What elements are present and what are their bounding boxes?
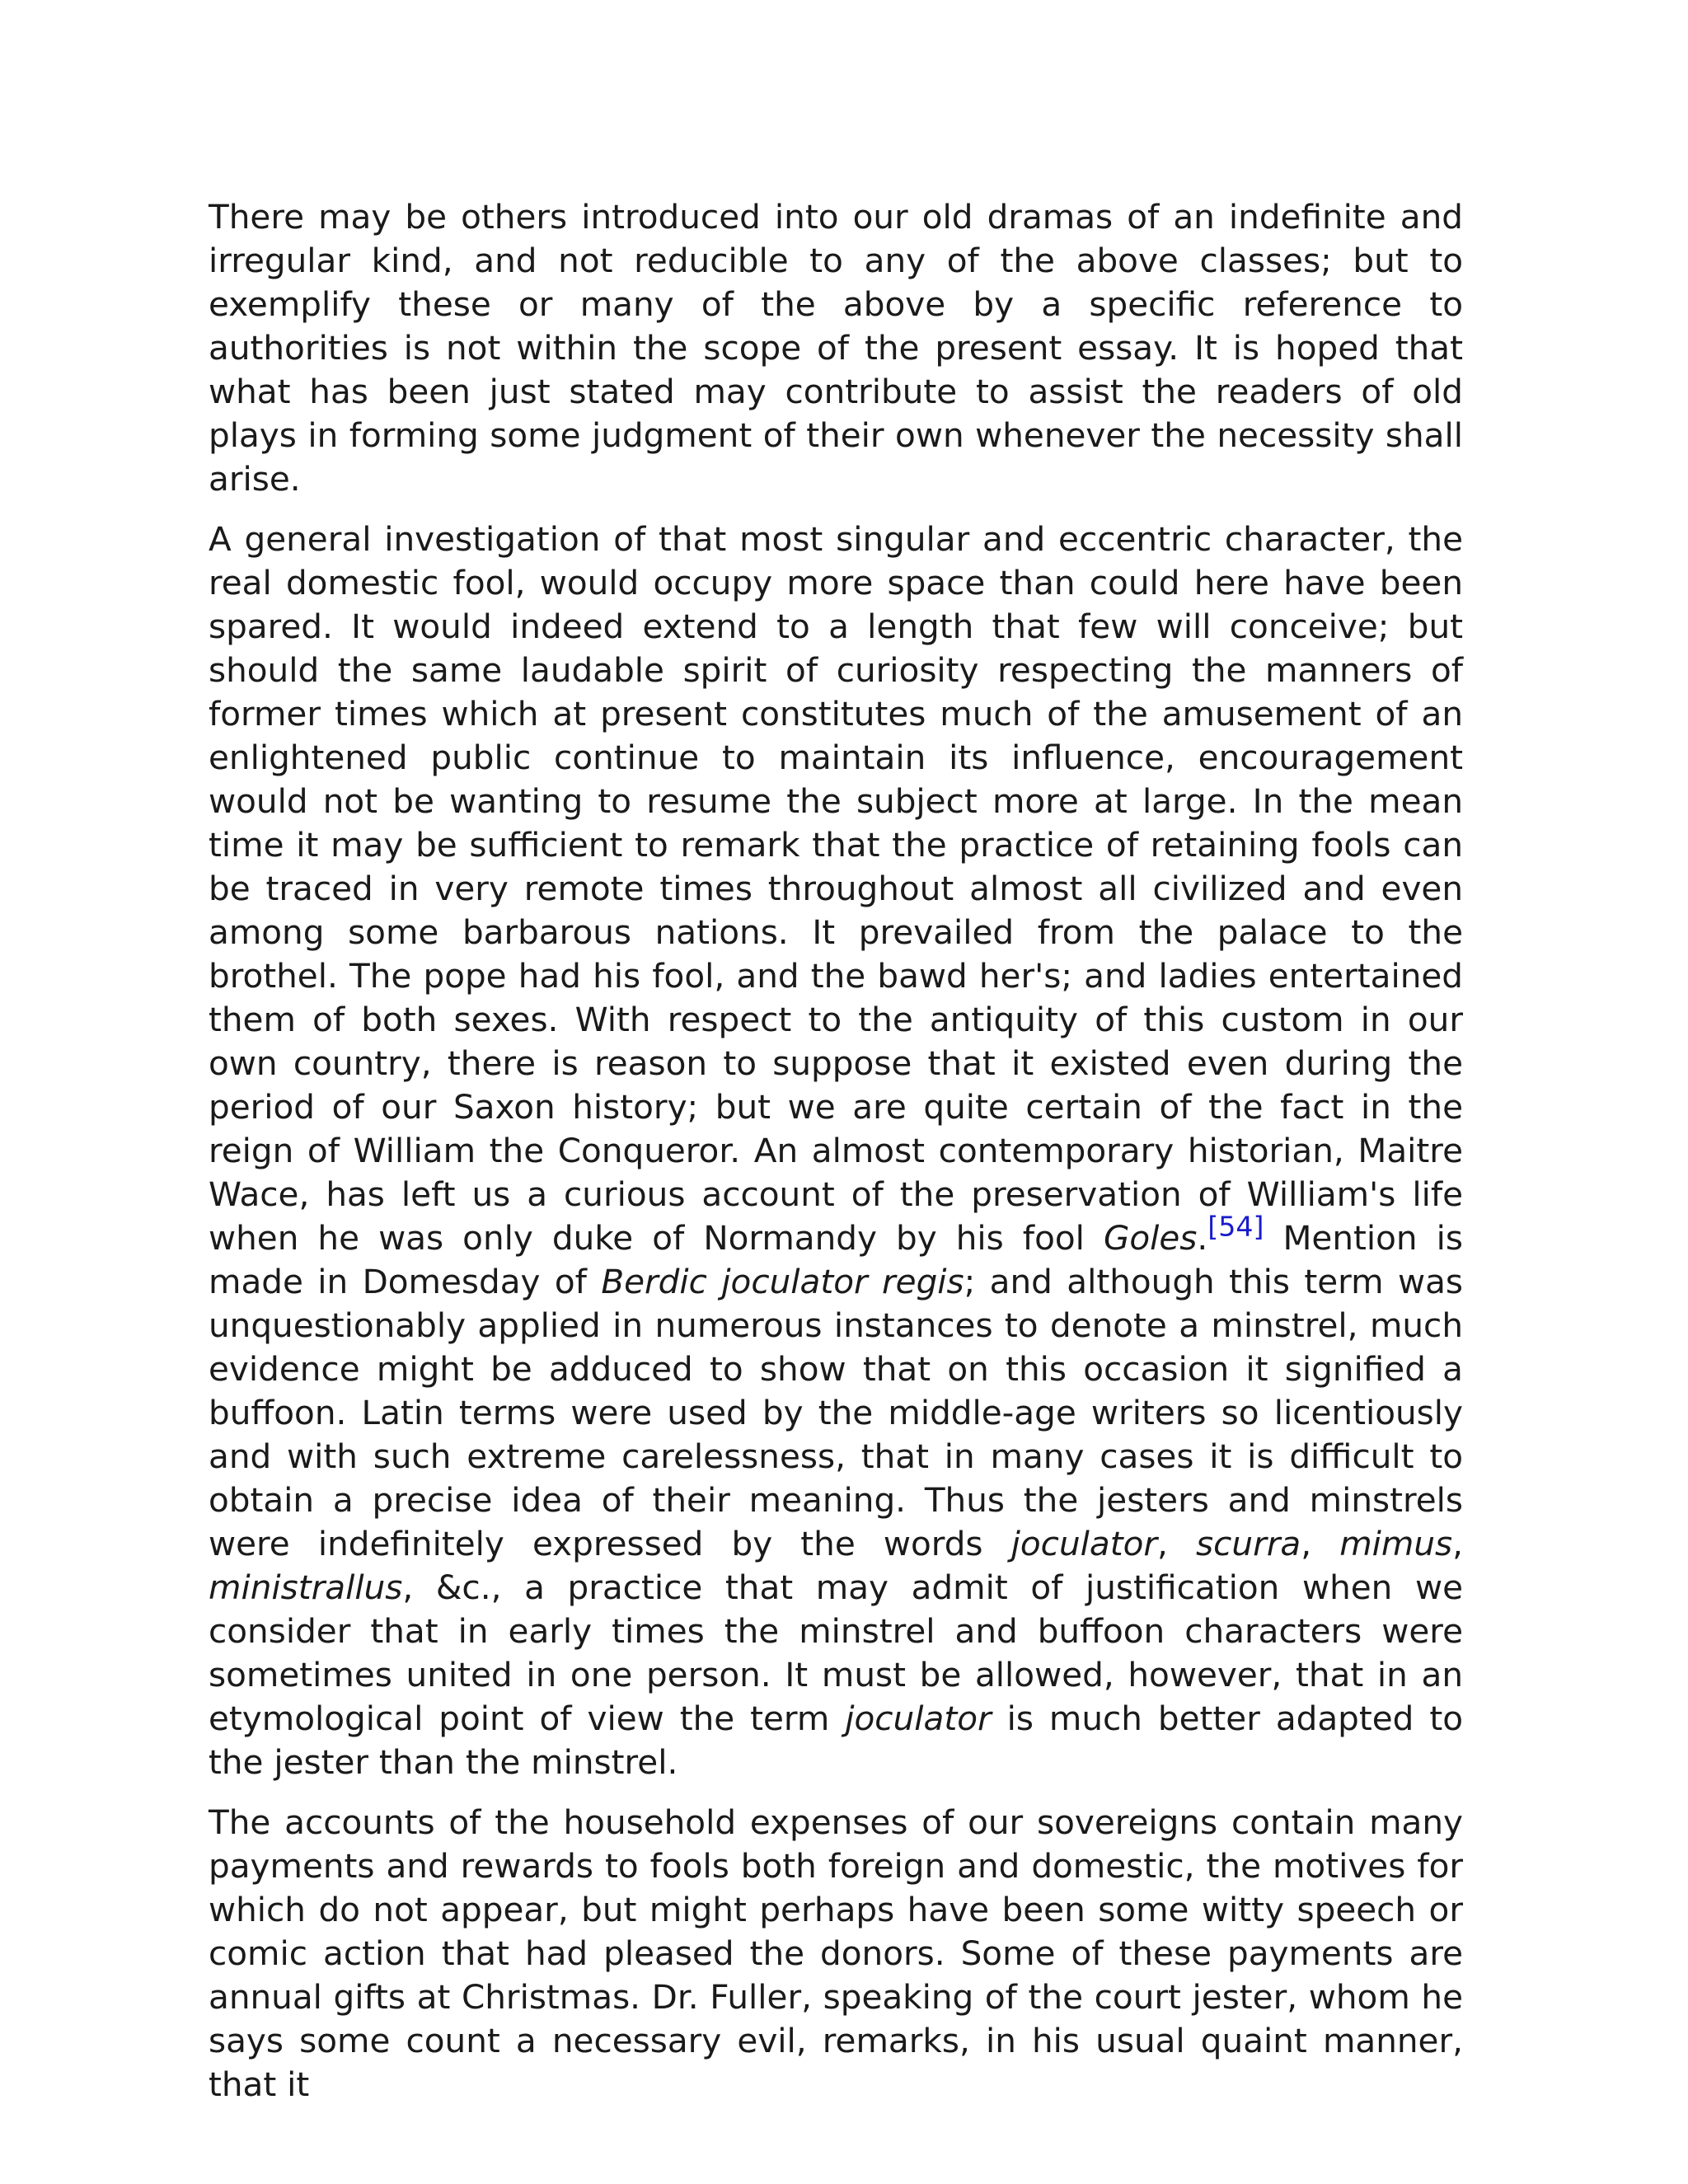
separator: , xyxy=(1157,1524,1197,1563)
paragraph-2-text: Mention is made in Domesday of xyxy=(209,1218,1463,1301)
footnote-link-54[interactable]: [54] xyxy=(1207,1210,1264,1243)
italic-joculator: joculator xyxy=(1010,1524,1158,1563)
paragraph-2-text: . xyxy=(1197,1218,1208,1258)
page-content xyxy=(209,195,1463,2123)
paragraph-1: There may be others introduced into our old dramas of an indefinite and irregular kind, and not reducible to any of the above classes; but to exemplify these or many of the above by a specific reference to authorities is not within the scope of the present essay. It is hoped that what has been just stated may contribute to assist the readers of old plays in forming some judgment of their own whenever the necessity shall arise. xyxy=(209,197,1463,499)
italic-joculator-2: joculator xyxy=(845,1699,992,1738)
paragraph-2-text: A general investigation of that most singular and eccentric character, the real domestic fool, would occupy more space than could here have been spared. It would indeed extend to a length that few will conceive; but should the same laudable spirit of curiosity respecting the manners of former times which at present constitutes much of the amusement of an enlightened public continue to maintain its influence, encouragement would not be wanting to resume the subject more at large. In the mean time it may be sufficient to remark that the practice of retaining fools can be traced in very remote times throughout almost all civilized and even among some barbarous nations. It prevailed from the palace to the brothel. The pope had his fool, and the bawd her's; and ladies entertained them of both sexes. With respect to the antiquity of this custom in our own country, there is reason to suppose that it existed even during the period of our Saxon history; but we are quite certain of the fact in the reign of William the Conqueror. An almost contemporary historian, Maitre Wace, has left us a curious account of the preservation of William's life when he was only duke of Normandy by his fool xyxy=(209,519,1463,1258)
paragraph-2-text: is much better adapted to the jester than the minstrel. xyxy=(209,1699,1463,1782)
paragraph-2-text: ; and although this term was unquestionably applied in numerous instances to denote a minstrel, much evidence might be adduced to show that on this occasion it signified a buffoon. Latin terms were used by the middle-age writers so licentiously and with such extreme carelessness, that in many cases it is difficult to obtain a precise idea of their meaning. Thus the jesters and minstrels were indefinitely expressed by the words xyxy=(209,1262,1463,1563)
separator: , xyxy=(1452,1524,1464,1563)
italic-ministrallus: ministrallus xyxy=(209,1568,403,1607)
italic-berdic-joculator-regis: Berdic joculator regis xyxy=(601,1262,964,1301)
separator: , xyxy=(1301,1524,1340,1563)
italic-scurra: scurra xyxy=(1196,1524,1301,1563)
italic-mimus: mimus xyxy=(1339,1524,1453,1563)
paragraph-2-text: , &c., a practice that may admit of justification when we consider that in early times the minstrel and buffoon characters were sometimes united in one person. It must be allowed, however, that in an etymological point of view the term xyxy=(209,1568,1463,1738)
paragraph-3: The accounts of the household expenses of our sovereigns contain many payments and rewards to fools both foreign and domestic, the motives for which do not appear, but might perhaps have been some witty speech or comic action that had pleased the donors. Some of these payments are annual gifts at Christmas. Dr. Fuller, speaking of the court jester, whom he says some count a necessary evil, remarks, in his usual quaint manner, that it xyxy=(209,1802,1463,2104)
paragraph-2 xyxy=(209,518,1463,1784)
italic-goles: Goles xyxy=(1103,1218,1198,1258)
